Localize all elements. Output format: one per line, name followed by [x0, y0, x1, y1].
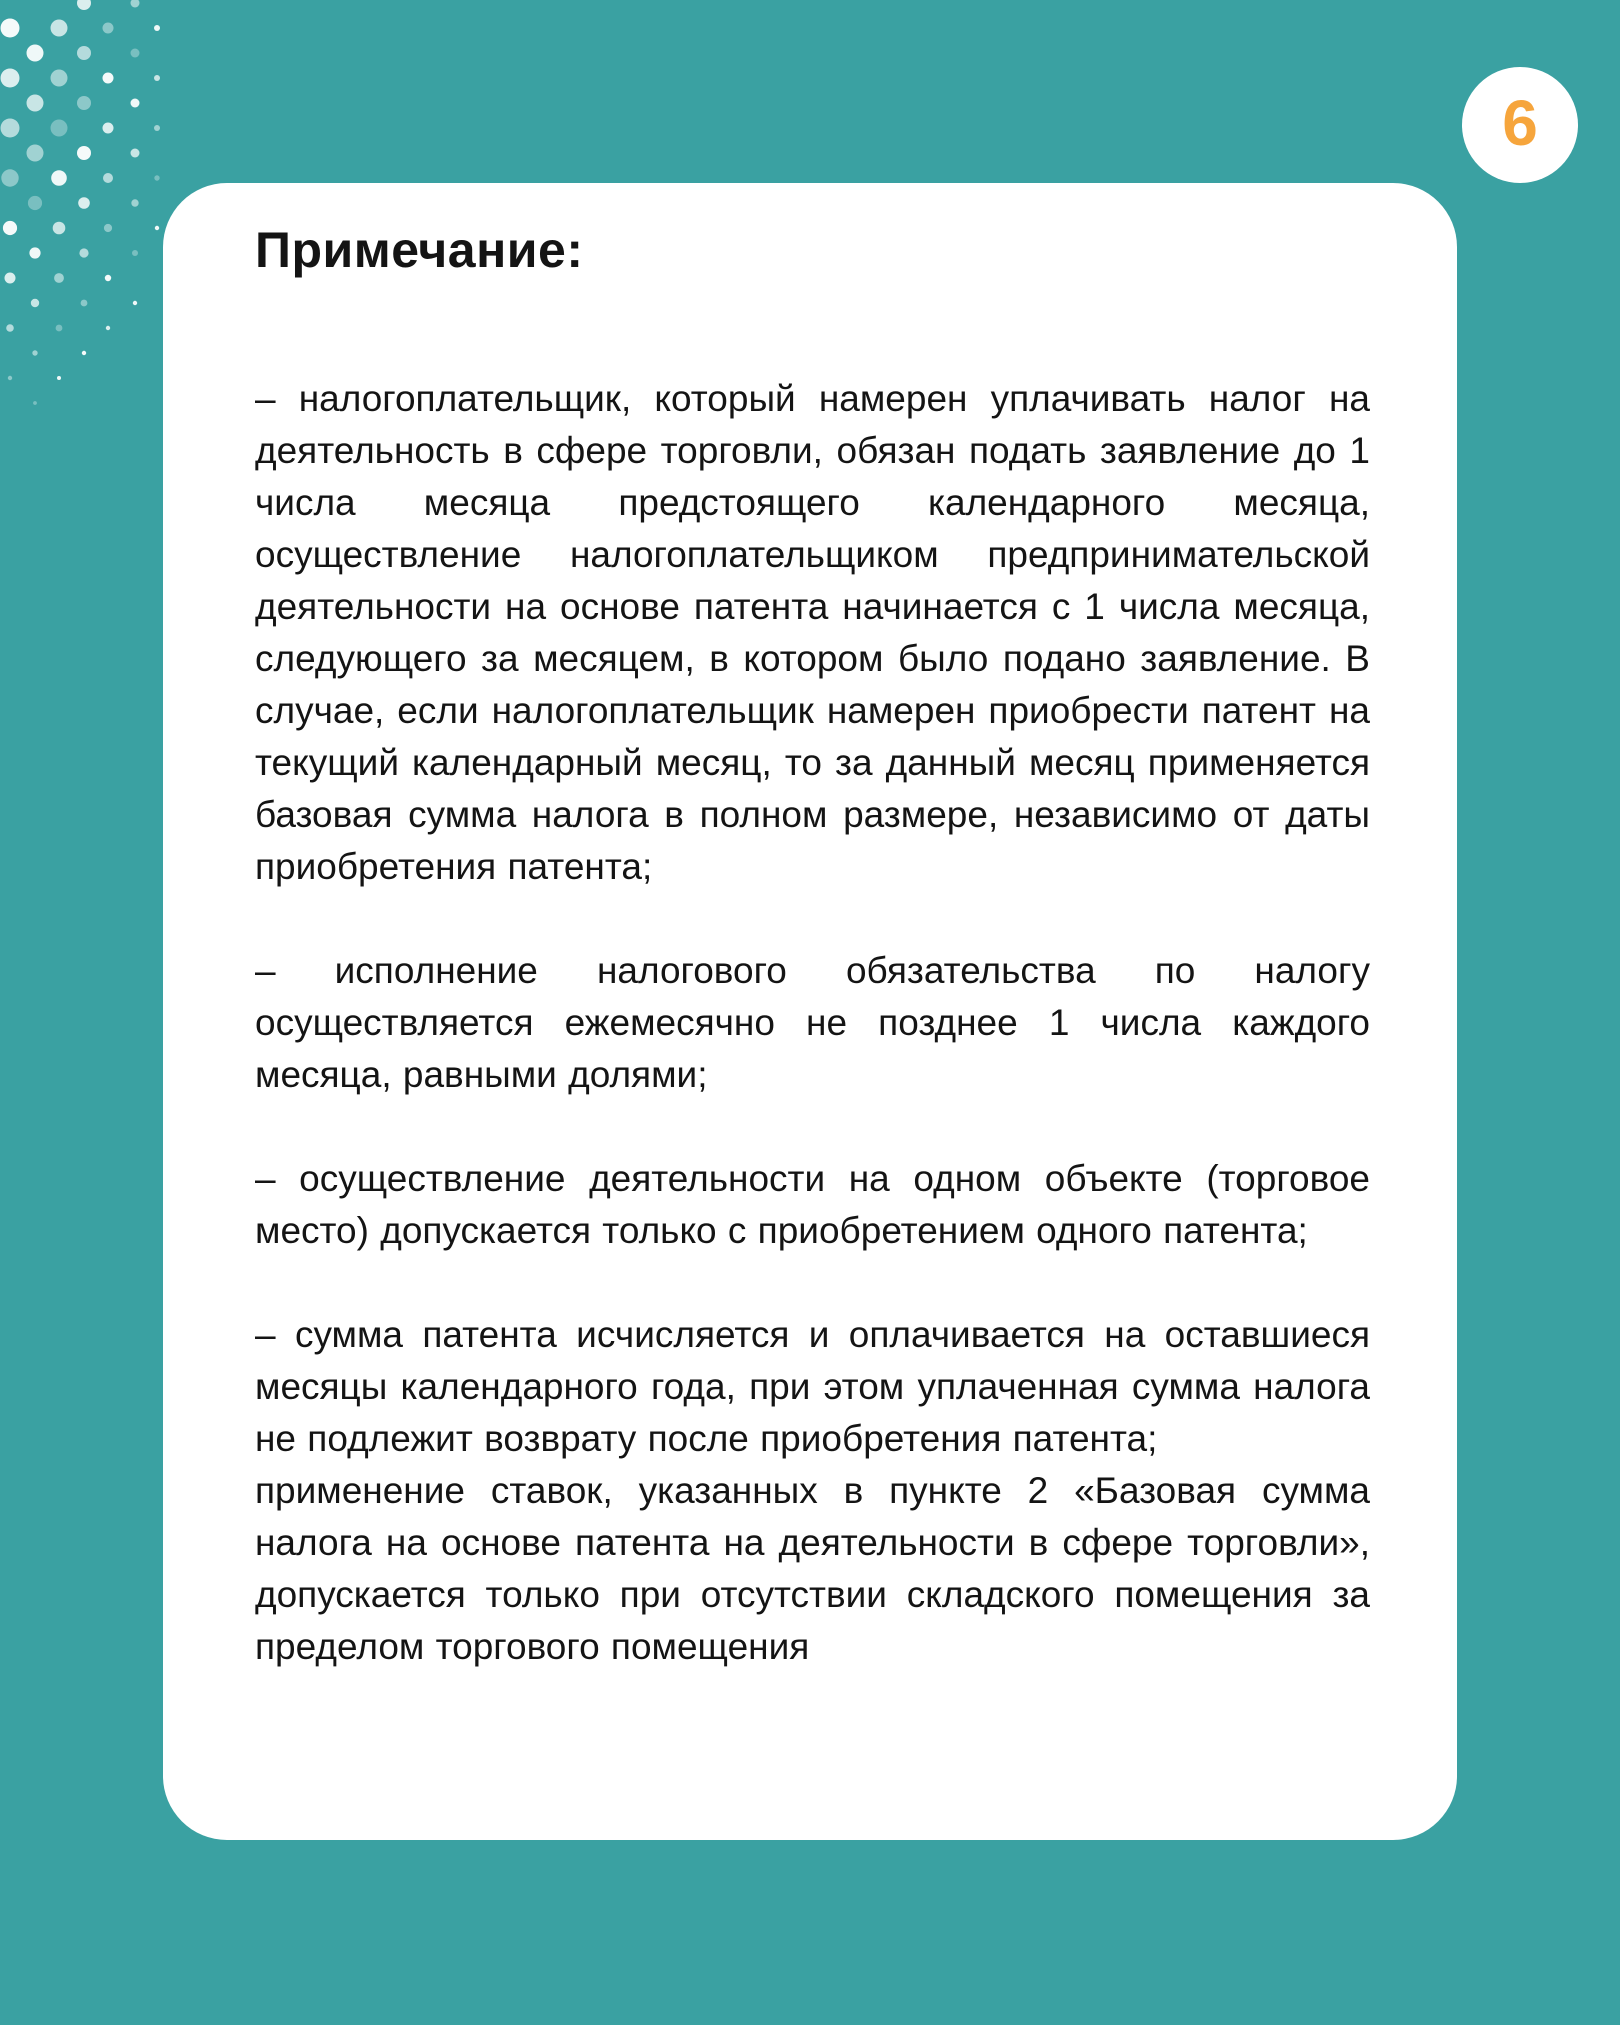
dot	[77, 0, 91, 10]
dot	[57, 376, 61, 380]
dot	[1, 69, 20, 88]
dot	[51, 170, 67, 186]
dot	[154, 125, 160, 131]
page-number: 6	[1502, 87, 1538, 159]
dot	[103, 73, 114, 84]
dot	[155, 226, 159, 230]
dot	[54, 273, 64, 283]
dot	[154, 75, 160, 81]
dot	[77, 146, 91, 160]
dot	[27, 145, 44, 162]
dot	[53, 222, 66, 235]
dot	[51, 70, 68, 87]
dot	[131, 199, 138, 206]
dot	[51, 120, 68, 137]
dot	[131, 99, 140, 108]
dot	[32, 350, 37, 355]
dot	[28, 196, 42, 210]
dot	[78, 197, 90, 209]
dot	[1, 19, 20, 38]
dot	[131, 0, 140, 8]
dot	[154, 175, 159, 180]
dot	[131, 49, 140, 58]
paragraph: применение ставок, указанных в пункте 2 «Базовая сумма налога на основе патента на деятельности в сфере торговли», допускается только при отсутствии складского помещения за пределом торгового помещения	[255, 1470, 1370, 1667]
dot	[103, 123, 114, 134]
dot	[133, 301, 137, 305]
page-number-badge	[1462, 67, 1578, 183]
dot	[8, 376, 12, 380]
paragraph: – исполнение налогового обязательства по налогу осуществляется ежемесячно не позднее 1 числа каждого месяца, равными долями;	[255, 950, 1370, 1095]
dot	[56, 325, 63, 332]
dot	[103, 173, 113, 183]
dot	[104, 224, 112, 232]
dot	[77, 96, 91, 110]
dot	[6, 324, 14, 332]
paragraphs	[255, 373, 1370, 1673]
dot	[51, 20, 68, 37]
paragraph: – сумма патента исчисляется и оплачивается на оставшиеся месяцы календарного года, при этом уплаченная сумма налога не подлежит возврату после приобретения патента;	[255, 1314, 1370, 1459]
dot	[27, 95, 44, 112]
dots-pattern-decoration	[0, 0, 190, 440]
dot	[79, 248, 88, 257]
dot	[33, 401, 37, 405]
dot	[132, 250, 138, 256]
dot	[154, 25, 160, 31]
dot	[29, 247, 40, 258]
dot	[131, 149, 140, 158]
dot	[31, 299, 39, 307]
dot	[3, 221, 17, 235]
dot	[5, 273, 16, 284]
dot	[81, 300, 88, 307]
dot	[27, 45, 44, 62]
card-title: Примечание:	[255, 222, 584, 278]
dot	[77, 46, 91, 60]
dot	[105, 275, 111, 281]
paragraph: – налогоплательщик, который намерен уплачивать налог на деятельность в сфере торговли, обязан подать заявление до 1 числа месяца предстоящего календарного месяца, осуществление налогоплательщиком предпринимательской деятельности на основе патента начинается с 1 числа месяца, следующего за месяцем, в котором было подано заявление. В случае, если налогоплательщик намерен приобрести патент на текущий календарный месяц, то за данный месяц применяется базовая сумма налога в полном размере, независимо от даты приобретения патента;	[255, 378, 1370, 887]
dot	[106, 326, 110, 330]
dot	[82, 351, 86, 355]
dot	[1, 119, 20, 138]
dot	[103, 23, 114, 34]
content-card	[163, 183, 1457, 1840]
paragraph: – осуществление деятельности на одном объекте (торговое место) допускается только с приобретением одного патента;	[255, 1158, 1370, 1251]
dot	[1, 169, 18, 186]
